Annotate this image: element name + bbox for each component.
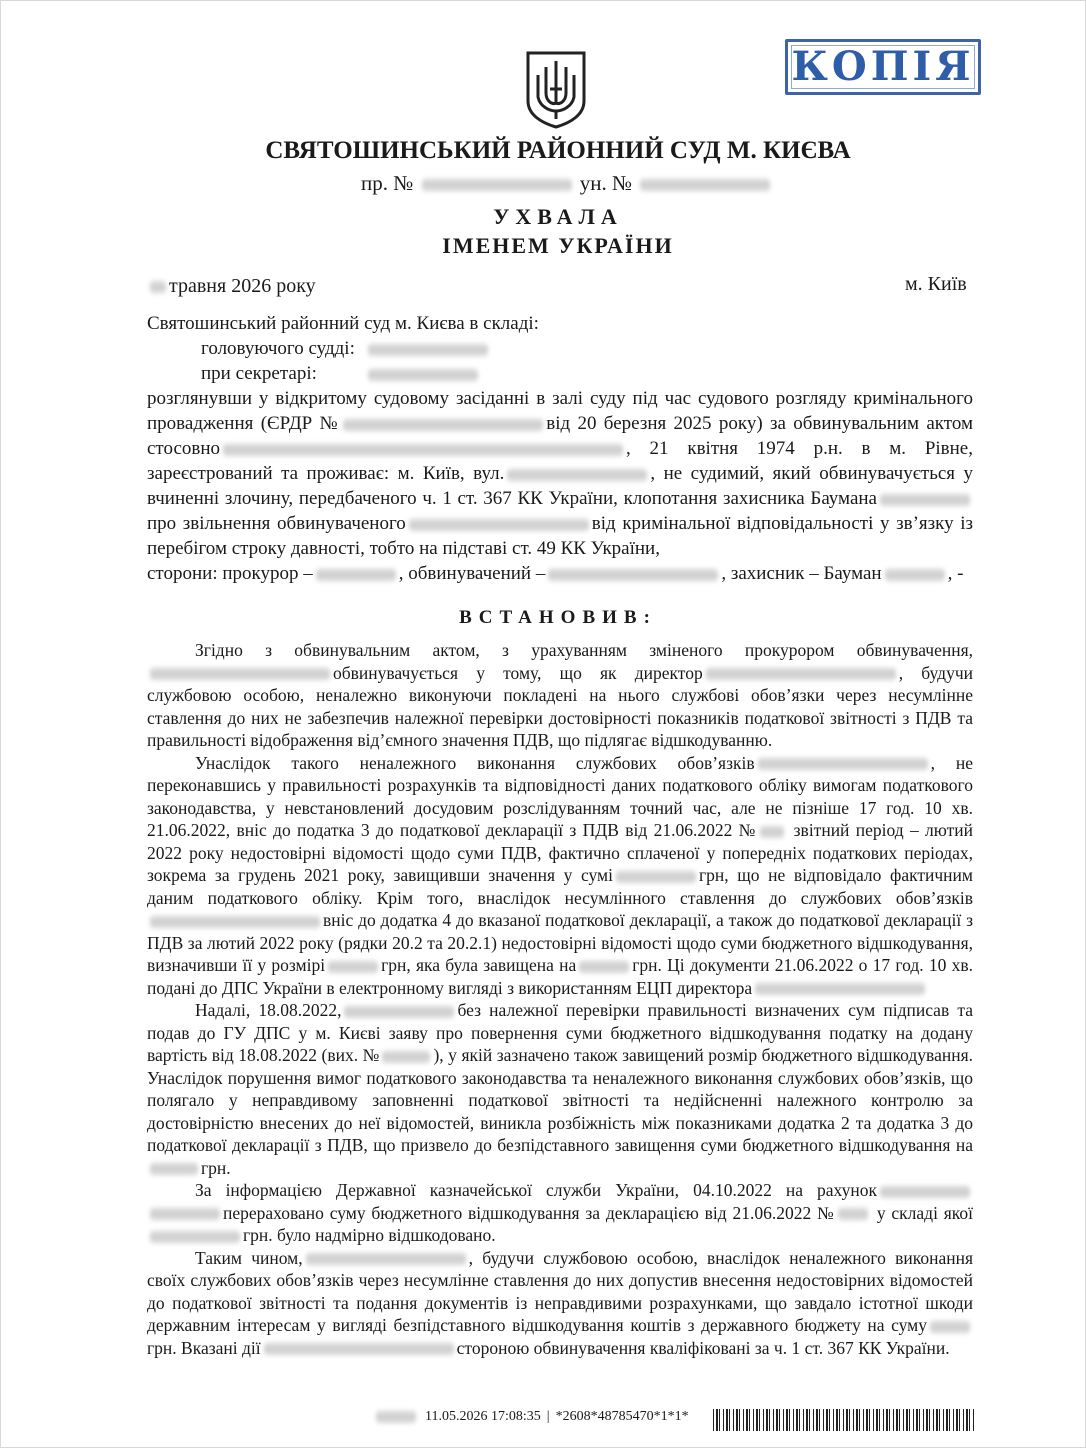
text: Згідно з обвинувальним актом, з урахуванням зміненого прокурором обвинувачення, — [195, 640, 973, 660]
text: Надалі, 18.08.2022, — [195, 1000, 342, 1020]
preamble-text-c: , 21 квітня 1974 р.н. в м. Рівне, зареєстрований та проживає: м. Київ, вул. — [147, 438, 973, 484]
text: грн. було надмірно відшкодовано. — [243, 1225, 496, 1245]
text: За інформацією Державної казначейської служби України, 04.10.2022 на рахунок — [195, 1180, 877, 1200]
parties-prosecutor-label: сторони: прокурор – — [147, 563, 313, 584]
redacted-name — [150, 667, 330, 681]
redacted-amount — [150, 1162, 198, 1176]
redacted-lawyer-2 — [885, 568, 945, 582]
text: грн. Вказані дії — [147, 1337, 261, 1358]
redacted-company — [706, 667, 896, 681]
text: обвинувачується у тому, що як директор — [333, 662, 703, 683]
unique-number-label: ун. № — [579, 171, 633, 195]
preamble-paragraph — [147, 386, 973, 561]
preamble-text-e: про звільнення обвинуваченого — [147, 513, 406, 534]
redacted-name — [758, 757, 928, 771]
text: вніс до додатка 4 до вказаної податкової декларації, а також до податкової декларації з ПДВ за лютий 2022 року (рядки 20.2 та 20.2.1) недостовірні відомості щодо суми бюджетного відшкодування, визначивши її у розмірі — [147, 910, 973, 975]
redacted-case-number — [422, 178, 572, 192]
section-heading: ВСТАНОВИВ: — [459, 607, 657, 628]
text: ), у якій зазначено також завищений розмір бюджетного відшкодування. Унаслідок порушення вимог податкового законодавства та неналежного виконання службових обов’язків, що полягало у неправдивому заповненні податкової звітності та недійсненні належного контролю за достовірністю внесених до неї відомостей, виникла розбіжність між показниками додатка 2 та додатка 3 до податкової декларації з ПДВ, що призвело до безпідставного завищення суми бюджетного відшкодування на — [147, 1045, 973, 1155]
redacted-number — [760, 825, 784, 839]
text: грн, яка була завищена на — [381, 955, 577, 975]
court-name: СВЯТОШИНСЬКИЙ РАЙОННИЙ СУД М. КИЄВА — [265, 137, 851, 164]
redacted-name — [306, 1252, 466, 1266]
redacted-defendant-3 — [548, 568, 718, 582]
redacted-name — [755, 982, 925, 996]
redacted-account — [150, 1207, 220, 1221]
paragraph-4 — [147, 1179, 973, 1247]
parties-lawyer-label: , захисник – Бауман — [721, 563, 882, 584]
text: у складі якої — [876, 1202, 973, 1223]
redacted-amount — [150, 1230, 240, 1244]
redacted-amount — [328, 960, 378, 974]
text: звітний період – лютий 2022 року недостовірні відомості щодо суми ПДВ, фактично сплаченої у попередніх податкових періодах, зокрема за грудень 2021 року, завищивши значення у сумі — [147, 820, 973, 885]
barcode — [713, 1409, 975, 1431]
paragraph-5 — [147, 1247, 973, 1360]
intro-block — [147, 311, 973, 586]
paragraph-3 — [147, 999, 973, 1179]
text: грн. Ці документи 21.06.2022 о 17 год. 10 хв. подані до ДПС України в електронному вигляді з використанням ЕЦП директора — [147, 955, 973, 998]
parties-defendant-label: , обвинувачений – — [398, 563, 546, 584]
text: без належної перевірки правильності визначених сум підписав та подав до ГУ ДПС у м. Києві заяву про повернення суми бюджетного відшкодування податку на додану вартість від 18.08.2022 (вих. № — [147, 1000, 973, 1065]
redacted-day — [150, 280, 166, 294]
document-date — [147, 275, 316, 298]
footer-separator: | — [546, 1409, 550, 1424]
case-number-label: пр. № — [361, 171, 414, 195]
redacted-defendant-2 — [409, 518, 589, 532]
redacted-prosecutor — [316, 568, 396, 582]
preamble-text-d: , не судимий, який обвинувачується у вчиненні злочину, передбаченого ч. 1 ст. 367 КК України, клопотання захисника Баумана — [147, 463, 973, 509]
text: стороною обвинувачення кваліфіковані за ч. 1 ст. 367 КК України. — [456, 1337, 950, 1358]
redacted-number — [382, 1050, 430, 1064]
coat-of-arms-icon — [524, 49, 588, 129]
copy-stamp: КОПІЯ — [785, 39, 981, 95]
text: перераховано суму бюджетного відшкодування за декларацією від 21.06.2022 № — [223, 1202, 836, 1223]
text: , будучи службовою особою, неналежно виконуючи покладені на нього службові обов’язки через несумлінне ставлення до них не забезпечив належної перевірки достовірності показників податкової звітності з ПДВ та правильності відображення від’ємного значення ПДВ, що підлягає відшкодуванню. — [147, 662, 973, 750]
redacted-amount — [930, 1320, 970, 1334]
preamble-text-a: розглянувши у відкритому судовому засіданні в залі суду під час судового розгляду кримінального провадження (ЄРДР № — [147, 388, 973, 434]
preamble-text-b: від 20 березня 2025 року) за обвинувальним актом стосовно — [147, 413, 973, 459]
redacted-amount — [616, 870, 696, 884]
redacted-clerk — [376, 1410, 416, 1424]
redacted-secretary — [368, 368, 478, 382]
redacted-account — [880, 1185, 970, 1199]
city: м. Київ — [905, 273, 967, 295]
text: , будучи службовою особою, внаслідок неналежного виконання своїх службових обов’язків через несумлінне ставлення до них допустив внесення недостовірних відомостей до податкової звітності та подання документів із неправдивими розрахунками, що завдало істотної шкоди державним інтересам у вигляді безпідставного відшкодування коштів з державного бюджету на суму — [147, 1247, 973, 1335]
text: , не переконавшись у правильності розрахунків та відповідності даних податкового обліку вимогам податкового законодавства, у невстановлений досудовим розслідуванням точний час, але не пізніше 17 год. 10 хв. 21.06.2022, вніс до податка 3 до податкової декларації з ПДВ від 21.06.2022 № — [147, 752, 973, 840]
text: грн. — [201, 1157, 231, 1178]
case-numbers — [361, 171, 773, 196]
secretary-label: при секретарі: — [201, 363, 317, 384]
text: грн, що не відповідало фактичним даним податкового обліку. Крім того, внаслідок несумлінного ставлення до службових обов’язків — [147, 865, 973, 908]
findings-block — [147, 639, 973, 1359]
footer-code: *2608*48785470*1*1* — [555, 1409, 689, 1424]
text: Таким чином, — [195, 1247, 303, 1268]
document-type: УХВАЛА — [493, 204, 623, 229]
redacted-judge — [368, 343, 488, 357]
redacted-name — [150, 915, 320, 929]
parties-end: , - — [947, 563, 964, 584]
redacted-name — [264, 1342, 454, 1356]
paragraph-2 — [147, 752, 973, 1000]
document-subtitle: ІМЕНЕМ УКРАЇНИ — [442, 233, 674, 258]
court-composition: Святошинський районний суд м. Києва в складі: — [147, 313, 539, 334]
text: Унаслідок такого неналежного виконання службових обов’язків — [195, 752, 755, 773]
presiding-judge-row — [147, 336, 973, 361]
redacted-name — [344, 1005, 454, 1019]
redacted-erdr — [343, 418, 543, 432]
redacted-lawyer — [880, 493, 970, 507]
parties-row — [147, 561, 973, 586]
paragraph-1 — [147, 639, 973, 752]
date-text: травня 2026 року — [169, 275, 316, 297]
redacted-amount — [579, 960, 629, 974]
secretary-row — [147, 361, 973, 386]
redacted-defendant — [223, 443, 623, 457]
footer-timestamp: 11.05.2026 17:08:35 — [425, 1409, 541, 1424]
preamble-text-f: від кримінальної відповідальності у зв’язку із перебігом строку давності, тобто на підставі ст. 49 КК України, — [147, 513, 973, 559]
redacted-street — [507, 468, 647, 482]
presiding-label: головуючого судді: — [201, 338, 355, 359]
footer-stamp — [373, 1409, 689, 1425]
redacted-unique-number — [640, 178, 770, 192]
redacted-number — [838, 1207, 868, 1221]
